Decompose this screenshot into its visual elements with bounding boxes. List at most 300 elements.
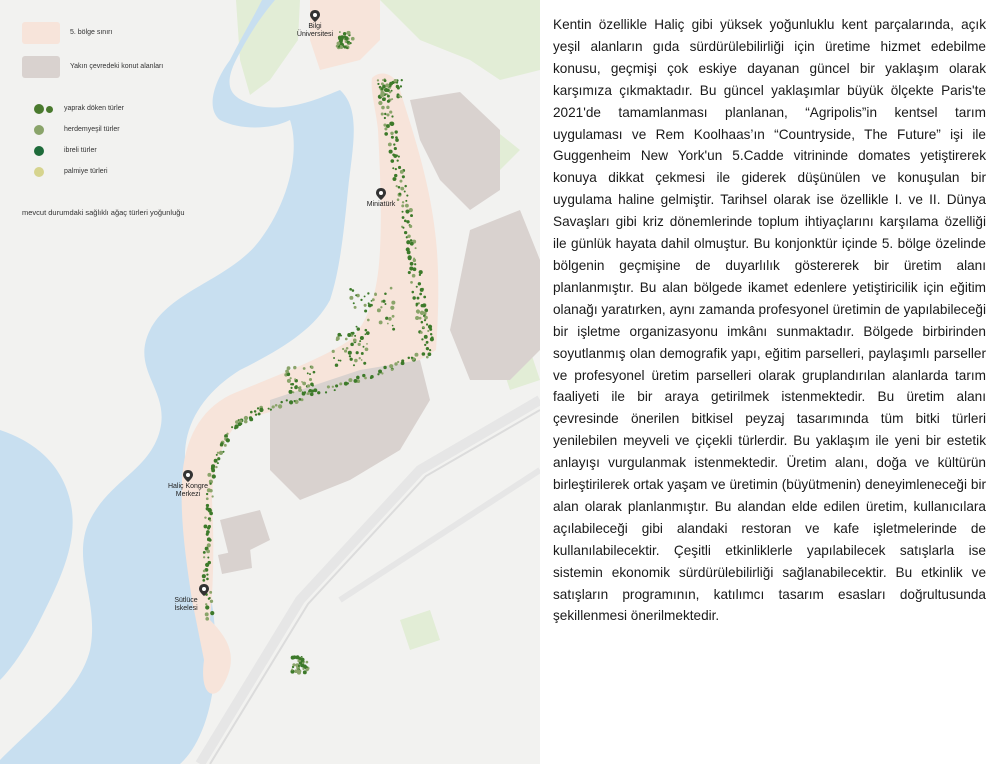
tree-dot (370, 377, 372, 379)
tree-dot (297, 671, 301, 675)
tree-dot (428, 325, 432, 329)
tree-dot (392, 154, 395, 157)
tree-dot (396, 185, 398, 187)
tree-dot (419, 274, 421, 276)
tree-dot (389, 150, 393, 154)
tree-dot (287, 379, 291, 383)
location-pin-icon (376, 188, 386, 200)
tree-dot (298, 388, 302, 392)
tree-type-label: herdemyeşil türler (64, 126, 120, 133)
tree-dot (401, 79, 403, 81)
tree-dot (351, 37, 355, 41)
tree-dot (422, 352, 426, 356)
tree-dot (365, 333, 367, 335)
tree-dot (402, 211, 404, 213)
tree-dot (359, 357, 361, 359)
tree-dot (381, 87, 384, 90)
tree-dot (387, 323, 389, 325)
tree-dot (406, 240, 410, 244)
tree-dot (343, 32, 346, 35)
tree-dot (424, 319, 426, 321)
tree-dot (387, 100, 390, 103)
tree-dot (292, 391, 294, 393)
location-pin-icon (183, 470, 193, 482)
tree-dot (392, 315, 395, 318)
tree-dot (347, 333, 351, 337)
location-pin-icon (310, 10, 320, 22)
tree-dot (202, 574, 206, 578)
tree-dot (407, 255, 411, 259)
tree-dot (391, 136, 394, 139)
tree-dot (394, 174, 397, 177)
tree-dot (394, 79, 397, 82)
place-label-halic: Haliç Kongre Merkezi (167, 483, 209, 498)
tree-dot (389, 364, 393, 368)
tree-dot (286, 399, 288, 401)
tree-dot (404, 185, 406, 187)
tree-dot (415, 316, 419, 320)
tree-dot (401, 361, 405, 365)
tree-dot (349, 288, 352, 291)
tree-dot (349, 296, 353, 300)
tree-dot (290, 387, 292, 389)
tree-dot (349, 355, 351, 357)
tree-dot (389, 110, 392, 113)
tree-dot (298, 664, 300, 666)
tree-dot (367, 319, 370, 322)
tree-dot (391, 369, 394, 372)
tree-dot (352, 289, 355, 292)
tree-dot (340, 41, 342, 43)
tree-dot (257, 407, 259, 409)
tree-dot (377, 373, 379, 375)
tree-dot (402, 216, 405, 219)
tree-dot (410, 239, 413, 242)
tree-dot (380, 306, 382, 308)
tree-dot (409, 225, 412, 228)
tree-dot (356, 326, 358, 328)
tree-dot (389, 91, 392, 94)
tree-dot (379, 320, 383, 324)
tree-dot (290, 377, 292, 379)
tree-dot (392, 325, 394, 327)
tree-dot (413, 259, 416, 262)
tree-dot (349, 42, 351, 44)
tree-dot (254, 410, 257, 413)
tree-dot (424, 335, 428, 339)
tree-dot (385, 317, 388, 320)
tree-dot (420, 311, 424, 315)
tree-dot (386, 113, 389, 116)
tree-dot (364, 304, 367, 307)
tree-dot (207, 543, 211, 547)
tree-dot (372, 298, 375, 301)
tree-dot (205, 617, 209, 621)
palm-dot (34, 167, 44, 177)
tree-type-label: palmiye türleri (64, 168, 108, 175)
tree-dot (338, 45, 340, 47)
tree-dot (394, 147, 397, 150)
tree-dot (207, 508, 211, 512)
tree-dot (388, 143, 392, 147)
tree-dot (406, 220, 409, 223)
tree-dot (306, 668, 309, 671)
tree-dot (389, 87, 391, 89)
tree-dot (360, 299, 362, 301)
tree-dot (378, 370, 382, 374)
tree-dot (391, 98, 393, 100)
tree-dot (303, 367, 306, 370)
tree-dot (361, 359, 363, 361)
tree-dot (313, 371, 316, 374)
boundary-label: 5. bölge sınırı (70, 29, 113, 36)
tree-dot (350, 343, 354, 347)
tree-dot (408, 271, 411, 274)
tree-dot (383, 366, 386, 369)
tree-dot (202, 579, 205, 582)
tree-dot (325, 391, 327, 393)
tree-dot (217, 452, 219, 454)
tree-dot (220, 443, 223, 446)
tree-dot (395, 168, 397, 170)
tree-dot (310, 392, 314, 396)
tree-dot (302, 382, 306, 386)
tree-dot (209, 591, 212, 594)
tree-dot (400, 187, 404, 191)
tree-dot (293, 366, 296, 369)
tree-dot (335, 363, 338, 366)
boundary-swatch (22, 22, 60, 44)
tree-dot (339, 31, 341, 33)
tree-dot (421, 338, 423, 340)
tree-dot (307, 384, 310, 387)
tree-dot (312, 385, 314, 387)
tree-dot (366, 343, 368, 345)
tree-dot (390, 159, 394, 163)
tree-dot (364, 309, 367, 312)
tree-dot (382, 79, 384, 81)
tree-dot (418, 282, 421, 285)
tree-dot (381, 112, 384, 115)
tree-dot (384, 98, 386, 100)
tree-dot (206, 550, 210, 554)
tree-dot (393, 143, 395, 145)
tree-dot (293, 655, 297, 659)
tree-dot (231, 426, 233, 428)
tree-dot (413, 267, 417, 271)
tree-dot (309, 378, 312, 381)
tree-dot (294, 400, 296, 402)
tree-dot (339, 382, 342, 385)
tree-dot (395, 130, 398, 133)
tree-dot (206, 578, 209, 581)
tree-dot (401, 204, 404, 207)
description-text: Kentin özellikle Haliç gibi yüksek yoğunluklu kent parçalarında, açık yeşil alanların gıda sürdürülebilirliği için üretime hizmet edebilme konusu, geçmişi çok eskiye dayanan güncel bir yaklaşım olarak karşımıza çıkmaktadır. Bu güncel yaklaşımlar büyük ölçekte Paris'te 2021'de tamamlanması planlanan, “Agripolis”in kentsel tarım uygulaması ve Rem Koolhaas’ın “Countryside, The Future” işi ile Guggenheim New York'un 5.Cadde vitrininde domates yetiştirerek konuya dikkat çekmesi ile giderek düşünülen ve konuşulan bir uygulama haline gelmiştir. Tarihsel olarak ise özellikle I. ve II. Dünya Savaşları gibi kriz dönemlerinde toplum ihtiyaçlarını karşılama özelliği ile günlük hayata dahil olmuştur. Bu konjonktür içinde 5. bölge özelinde bölgenin geçmişine de duyarlılık göstererek bir üretim alanı planlanmıştır. Bu alan bölgede ikamet edenlere yetiştiricilik için eğitim olanağı yaratırken, aynı zamanda profesyonel üretimin de yapılabileceği bir işletme organizasyonu imkânı sunmaktadır. Bölgede birbirinden soyutlanmış olan demografik yapı, eğitim parselleri, paylaşımlı parseller ve profesyonel üretim parselleri olarak gruplandırılan alanlarda tarım faaliyeti ile bir araya getirilmek istenmektedir. Bu üretim alanı çevresinde önerilen bitkisel peyzaj tasarımında tüm bitki türleri yenilebilen meyveli ve çiçekli türlerdir. Bu yaklaşım ile yeni bir estetik anlayışı vurgulanmak istenmektedir. Üretim alanı, doğa ve kültürün birleştirilerek ortak yaşam ve üretimin (büyütmenin) deneyimleneceği bir alan olarak planlanmıştır. Bu alandan elde edilen üretim, kullanıcılara açılabileceği gibi alandaki restoran ve kafe işletmelerinde de kullanılabilecektir. Çeşitli etkinliklerle yapılabilecek satışlarla ise sistemin ekonomik sürdürülebilirliği sağlanabilecektir. Bu etkinlik ve satışların programının, katılımcı tasarım esasları doğrultusunda şekillenmesi önerilmektedir. (553, 17, 986, 624)
tree-dot (344, 382, 348, 386)
tree-dot (270, 409, 272, 411)
tree-dot (203, 570, 206, 573)
tree-dot (392, 167, 394, 169)
tree-dot (410, 214, 413, 217)
tree-dot (355, 294, 357, 296)
tree-dot (209, 597, 211, 599)
place-label-sutluce: Sütlüce İskelesi (174, 597, 198, 612)
tree-dot (295, 385, 298, 388)
tree-dot (334, 389, 336, 391)
tree-dot (397, 160, 399, 162)
tree-dot (306, 393, 308, 395)
place-label-bilgi: Bilgi Üniversitesi (296, 23, 334, 38)
tree-dot (244, 420, 248, 424)
tree-dot (217, 457, 220, 460)
tree-dot (340, 45, 342, 47)
tree-dot (353, 339, 357, 343)
tree-dot (234, 424, 238, 428)
tree-dot (398, 95, 400, 97)
tree-dot (209, 512, 213, 516)
residential-swatch (22, 56, 60, 78)
tree-dot (384, 113, 386, 115)
tree-dot (219, 451, 223, 455)
tree-dot (412, 296, 415, 299)
legend-caption: mevcut durumdaki sağlıklı ağaç türleri yoğunluğu (22, 208, 185, 217)
tree-dot (356, 376, 360, 380)
tree-dot (205, 563, 209, 567)
tree-dot (344, 350, 347, 353)
tree-dot (336, 336, 340, 340)
tree-dot (204, 516, 206, 518)
tree-dot (206, 574, 208, 576)
tree-dot (307, 372, 309, 374)
tree-dot (311, 389, 314, 392)
tree-dot (211, 469, 215, 473)
tree-dot (268, 408, 270, 410)
conifer-dot (34, 146, 44, 156)
tree-dot (384, 79, 387, 82)
tree-dot (203, 551, 206, 554)
tree-dot (255, 413, 257, 415)
tree-dot (347, 41, 350, 44)
tree-dot (399, 193, 402, 196)
tree-dot (384, 303, 386, 305)
tree-dot (364, 377, 367, 380)
tree-dot (333, 357, 335, 359)
tree-dot (415, 353, 419, 357)
tree-dot (404, 220, 407, 223)
tree-dot (411, 357, 413, 359)
tree-dot (384, 127, 387, 130)
tree-dot (275, 404, 278, 407)
tree-dot (317, 391, 320, 394)
tree-dot (302, 392, 306, 396)
tree-dot (250, 411, 253, 414)
tree-dot (384, 132, 388, 136)
tree-dot (362, 374, 365, 377)
tree-dot (207, 556, 209, 558)
tree-dot (337, 42, 341, 46)
tree-dot (419, 317, 422, 320)
tree-dot (367, 292, 369, 294)
tree-dot (408, 357, 410, 359)
tree-dot (216, 454, 218, 456)
tree-dot (350, 358, 353, 361)
tree-dot (358, 343, 361, 346)
tree-dot (291, 669, 293, 671)
tree-dot (363, 346, 365, 348)
tree-dot (360, 336, 364, 340)
tree-dot (386, 124, 390, 128)
tree-dot (404, 231, 407, 234)
tree-dot (348, 378, 352, 382)
tree-dot (398, 155, 400, 157)
tree-dot (207, 527, 210, 530)
tree-dot (398, 166, 401, 169)
tree-dot (342, 348, 344, 350)
tree-dot (332, 350, 335, 353)
tree-dot (249, 417, 253, 421)
tree-dot (423, 296, 426, 299)
tree-dot (387, 95, 390, 98)
tree-dot (332, 386, 334, 388)
tree-dot (381, 82, 384, 85)
tree-dot (212, 474, 216, 478)
tree-dot (426, 341, 429, 344)
tree-dot (385, 83, 389, 87)
tree-dot (356, 351, 359, 354)
tree-dot (299, 398, 302, 401)
tree-dot (398, 186, 401, 189)
tree-dot (345, 338, 348, 341)
tree-dot (290, 383, 292, 385)
tree-dot (407, 234, 410, 237)
tree-dot (206, 504, 209, 507)
tree-dot (226, 438, 230, 442)
tree-dot (407, 250, 411, 254)
tree-dot (404, 190, 406, 192)
tree-dot (410, 242, 414, 246)
tree-dot (388, 317, 392, 321)
tree-dot (421, 321, 424, 324)
tree-dot (302, 662, 304, 664)
tree-dot (419, 270, 423, 274)
tree-dot (354, 306, 357, 309)
tree-dot (346, 31, 350, 35)
tree-dot (289, 400, 293, 404)
tree-dot (370, 304, 373, 307)
tree-dot (402, 227, 404, 229)
evergreen-dot (34, 125, 44, 135)
tree-dot (339, 360, 341, 362)
location-pin-icon (199, 584, 209, 596)
tree-dot (344, 35, 347, 38)
tree-dot (363, 362, 366, 365)
tree-dot (258, 412, 261, 415)
tree-dot (346, 347, 349, 350)
tree-dot (411, 291, 414, 294)
tree-dot (390, 306, 394, 310)
tree-dot (415, 247, 417, 249)
tree-dot (391, 115, 393, 117)
tree-dot (409, 266, 413, 270)
tree-dot (400, 85, 402, 87)
tree-dot (422, 326, 424, 328)
tree-dot (210, 600, 213, 603)
tree-type-label: ibreli türler (64, 147, 97, 154)
tree-dot (244, 416, 248, 420)
tree-dot (366, 331, 370, 335)
tree-dot (289, 390, 293, 394)
tree-dot (422, 303, 426, 307)
tree-dot (352, 332, 355, 335)
tree-dot (410, 262, 414, 266)
tree-dot (382, 300, 385, 303)
tree-dot (406, 195, 408, 197)
tree-dot (396, 154, 398, 156)
tree-dot (384, 293, 387, 296)
tree-dot (393, 177, 397, 181)
tree-dot (390, 132, 393, 135)
tree-dot (392, 328, 395, 331)
residential-label: Yakın çevredeki konut alanları (70, 63, 164, 70)
tree-dot (429, 349, 431, 351)
tree-dot (207, 537, 211, 541)
tree-dot (374, 292, 377, 295)
tree-dot (210, 611, 214, 615)
tree-dot (206, 533, 209, 536)
tree-dot (405, 209, 409, 213)
tree-dot (272, 405, 275, 408)
tree-dot (299, 386, 301, 388)
tree-dot (310, 366, 313, 369)
tree-dot (285, 370, 289, 374)
tree-dot (390, 287, 393, 290)
tree-dot (357, 327, 360, 330)
tree-dot (287, 366, 291, 370)
tree-dot (361, 352, 364, 355)
tree-dot (364, 295, 366, 297)
tree-dot (341, 39, 343, 41)
tree-dot (204, 524, 208, 528)
tree-dot (420, 331, 423, 334)
tree-dot (402, 201, 404, 203)
tree-dot (394, 362, 397, 365)
tree-dot (396, 85, 399, 88)
tree-dot (417, 297, 420, 300)
tree-dot (426, 347, 429, 350)
tree-dot (381, 106, 385, 110)
tree-dot (405, 204, 409, 208)
tree-dot (377, 83, 379, 85)
tree-dot (381, 90, 384, 93)
tree-dot (417, 311, 420, 314)
tree-dot (378, 309, 381, 312)
tree-dot (395, 138, 399, 142)
tree-dot (412, 274, 416, 278)
tree-dot (424, 344, 426, 346)
tree-dot (335, 384, 338, 387)
tree-dot (426, 323, 428, 325)
tree-dot (416, 304, 418, 306)
tree-dot (280, 401, 282, 403)
tree-dot (353, 302, 355, 304)
tree-dot (224, 444, 227, 447)
tree-dot (345, 47, 347, 49)
tree-dot (384, 88, 388, 92)
tree-dot (377, 79, 379, 81)
deciduous-dot-small (46, 106, 53, 113)
tree-dot (278, 404, 282, 408)
tree-dot (430, 337, 434, 341)
